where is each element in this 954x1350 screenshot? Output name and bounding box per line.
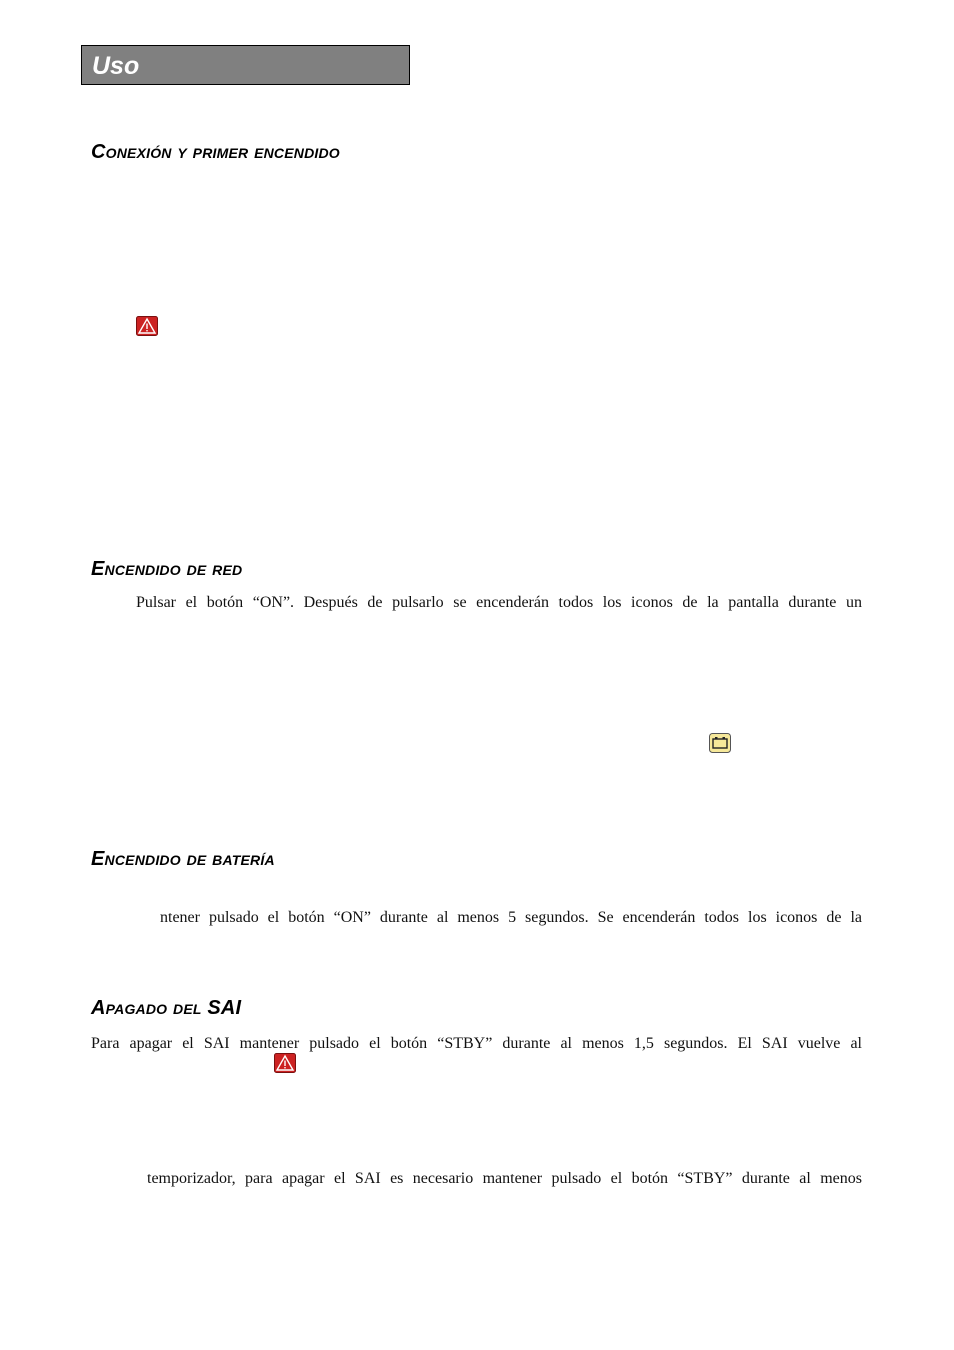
battery-icon [709, 733, 731, 753]
heading-apagado [91, 997, 241, 1019]
section-title-box [81, 45, 410, 85]
paragraph-encendido-bateria: ntener pulsado el botón “ON” durante al menos 5 segundos. Se encenderán todos los iconos de la [160, 909, 862, 926]
heading-apagado-prefix: Apagado del [91, 997, 202, 1019]
warning-triangle-icon [136, 316, 158, 336]
paragraph-apagado-1: Para apagar el SAI mantener pulsado el botón “STBY” durante al menos 1,5 segundos. El SAI vuelve al [91, 1035, 862, 1052]
heading-encendido-bateria: Encendido de batería [91, 848, 275, 870]
heading-encendido-red: Encendido de red [91, 558, 243, 580]
paragraph-apagado-2: temporizador, para apagar el SAI es necesario mantener pulsado el botón “STBY” durante al menos [147, 1170, 862, 1187]
paragraph-encendido-red: Pulsar el botón “ON”. Después de pulsarlo se encenderán todos los iconos de la pantalla durante un [136, 594, 862, 611]
page-title: Uso [92, 52, 140, 80]
heading-conexion: Conexión y primer encendido [91, 141, 340, 163]
warning-triangle-icon [274, 1053, 296, 1073]
heading-apagado-suffix: SAI [207, 997, 242, 1019]
